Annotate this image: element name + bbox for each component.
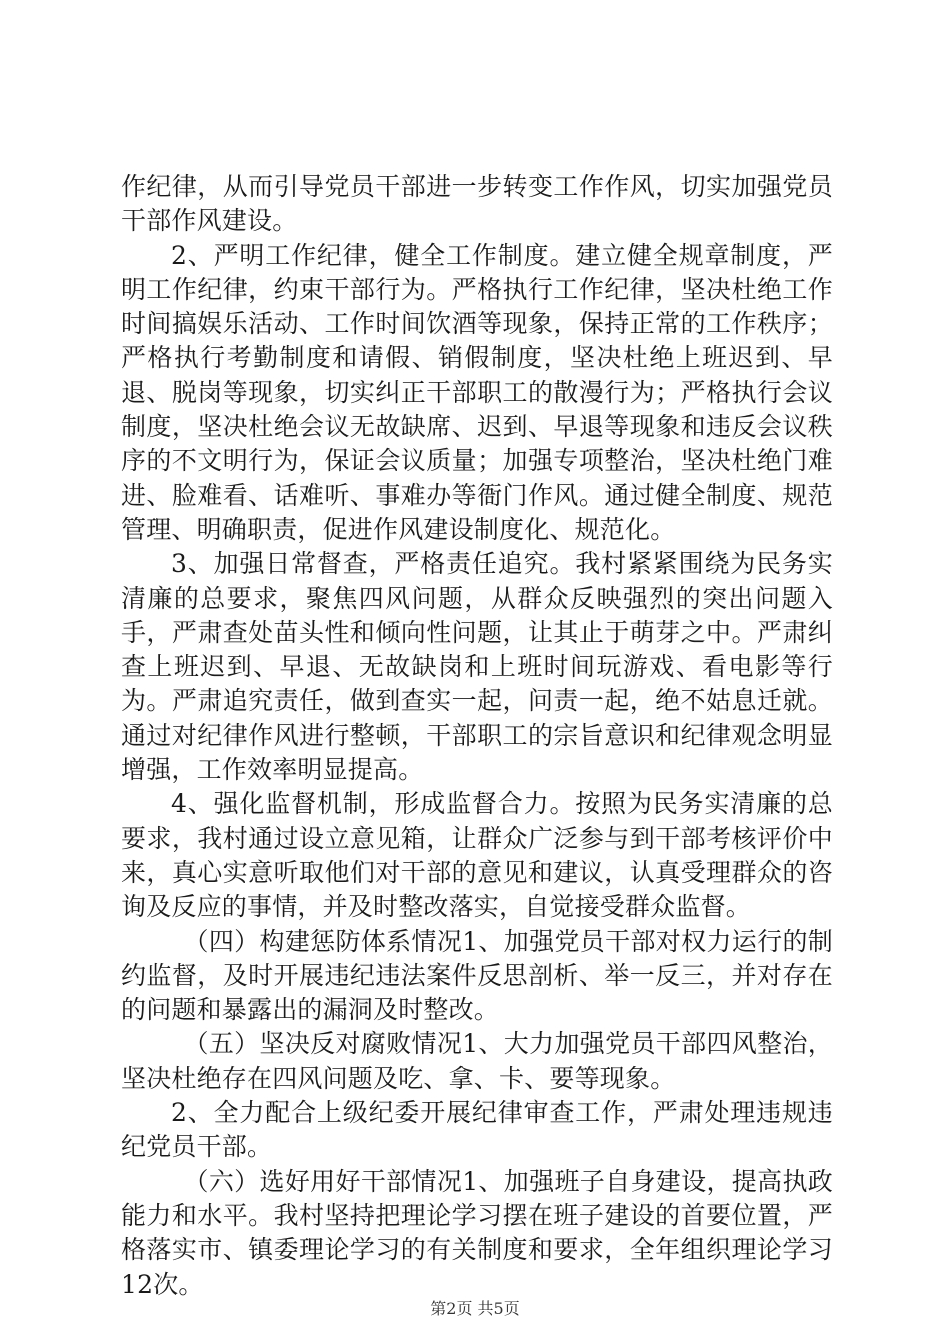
paragraph: （四）构建惩防体系情况1、加强党员干部对权力运行的制约监督，及时开展违纪违法案件反思剖析、举一反三，并对存在的问题和暴露出的漏洞及时整改。 <box>121 926 833 1025</box>
paragraph: 4、强化监督机制，形成监督合力。按照为民务实清廉的总要求，我村通过设立意见箱，让群众广泛参与到干部考核评价中来，真心实意听取他们对干部的意见和建议，认真受理群众的咨询及反应的事情，并及时整改落实，自觉接受群众监督。 <box>121 789 833 922</box>
document-body <box>121 170 833 1302</box>
paragraph: （五）坚决反对腐败情况1、大力加强党员干部四风整治，坚决杜绝存在四风问题及吃、拿、卡、要等现象。 <box>121 1029 833 1093</box>
paragraph: 2、全力配合上级纪委开展纪律审查工作，严肃处理违规违纪党员干部。 <box>121 1098 833 1162</box>
paragraph: 2、严明工作纪律，健全工作制度。建立健全规章制度，严明工作纪律，约束干部行为。严格执行工作纪律，坚决杜绝工作时间搞娱乐活动、工作时间饮酒等现象，保持正常的工作秩序；严格执行考勤制度和请假、销假制度，坚决杜绝上班迟到、早退、脱岗等现象，切实纠正干部职工的散漫行为；严格执行会议制度，坚决杜绝会议无故缺席、迟到、早退等现象和违反会议秩序的不文明行为，保证会议质量；加强专项整治，坚决杜绝门难进、脸难看、话难听、事难办等衙门作风。通过健全制度、规范管理、明确职责，促进作风建设制度化、规范化。 <box>121 240 833 544</box>
paragraph: 3、加强日常督查，严格责任追究。我村紧紧围绕为民务实清廉的总要求，聚焦四风问题，从群众反映强烈的突出问题入手，严肃查处苗头性和倾向性问题，让其止于萌芽之中。严肃纠查上班迟到、早退、无故缺岗和上班时间玩游戏、看电影等行为。严肃追究责任，做到查实一起，问责一起，绝不姑息迁就。通过对纪律作风进行整顿，干部职工的宗旨意识和纪律观念明显增强，工作效率明显提高。 <box>121 549 833 785</box>
page-number-footer: 第2页 共5页 <box>430 1299 520 1318</box>
paragraph: （六）选好用好干部情况1、加强班子自身建设，提高执政能力和水平。我村坚持把理论学习摆在班子建设的首要位置，严格落实市、镇委理论学习的有关制度和要求，全年组织理论学习12次。 <box>121 1166 833 1299</box>
paragraph: 作纪律，从而引导党员干部进一步转变工作作风，切实加强党员干部作风建设。 <box>121 172 833 236</box>
